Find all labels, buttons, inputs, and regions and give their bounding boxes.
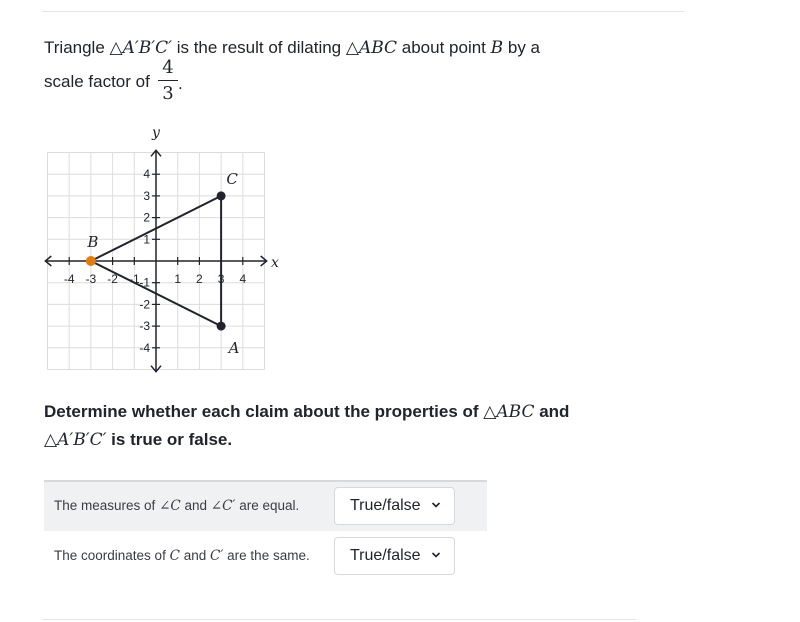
dropdown-label: True/false — [350, 547, 421, 564]
intro-suffix: by a — [507, 38, 541, 57]
y-tick-label: -4 — [139, 340, 150, 355]
point-label-a: A — [228, 339, 240, 358]
point-b — [86, 256, 96, 266]
bottom-divider — [42, 619, 636, 620]
claim-row-angles — [44, 482, 487, 531]
y-tick-label: 2 — [143, 210, 150, 225]
question-triangle-image: △A′B′C′ — [44, 430, 107, 450]
y-axis-label: y — [152, 125, 160, 141]
scale-numerator: 4 — [162, 57, 174, 78]
point-label-b: B — [87, 233, 99, 251]
triangle-original-label: △ABC — [345, 38, 398, 58]
question-text-1: Determine whether each claim about the properties of — [44, 402, 479, 421]
question-text-2: is true or false. — [111, 430, 233, 449]
claim-text: The measures of ∠C and ∠C′ are equal. — [54, 498, 300, 514]
question-triangle-original: △ABC — [483, 402, 535, 422]
coordinate-graph — [38, 124, 288, 376]
x-axis-label: x — [271, 255, 279, 271]
scale-denominator: 3 — [162, 83, 174, 104]
dropdown-label: True/false — [350, 497, 421, 514]
question-and: and — [539, 402, 570, 421]
scale-factor-fraction — [158, 58, 178, 104]
y-tick-label: -2 — [139, 297, 150, 312]
intro-prefix: Triangle — [44, 38, 105, 57]
y-tick-label: -1 — [139, 275, 150, 290]
claim-text: The coordinates of C and C′ are the same. — [54, 548, 310, 564]
y-tick-label: -3 — [139, 319, 150, 334]
point-c — [217, 191, 226, 200]
true-false-dropdown[interactable] — [334, 487, 455, 525]
claim-row-coordinates — [44, 532, 487, 581]
y-tick-label: 4 — [143, 167, 150, 182]
intro-middle: is the result of dilating — [176, 38, 342, 57]
angle-c-prime: ∠C′ — [210, 498, 236, 514]
fraction-bar — [158, 80, 178, 81]
scale-factor-text: scale factor of — [44, 72, 150, 91]
true-false-dropdown[interactable] — [334, 537, 455, 575]
chevron-down-icon — [431, 500, 441, 510]
top-divider — [42, 11, 684, 12]
y-tick-label: 1 — [143, 232, 150, 247]
point-c-prime: C′ — [210, 548, 224, 564]
x-tick-label: 2 — [196, 272, 203, 286]
point-label-c: C — [226, 169, 238, 188]
graph-shapes — [86, 170, 240, 357]
y-tick-label: 3 — [143, 188, 150, 203]
x-tick-label: 3 — [217, 272, 225, 286]
x-tick-label: 4 — [239, 272, 247, 286]
problem-statement — [44, 36, 540, 60]
dilation-center: B — [490, 38, 504, 58]
x-tick-label: -4 — [63, 272, 75, 286]
intro-about: about point — [401, 38, 486, 57]
question-prompt — [44, 398, 569, 454]
chevron-down-icon — [431, 550, 441, 560]
point-a — [217, 322, 226, 331]
x-tick-label: -3 — [85, 272, 97, 286]
period: . — [178, 74, 183, 93]
x-tick-label: -1 — [128, 272, 140, 286]
x-tick-label: -2 — [107, 272, 118, 286]
point-c: C — [169, 548, 180, 564]
x-tick-label: 1 — [174, 272, 182, 286]
triangle-image-label: △A′B′C′ — [109, 38, 172, 58]
angle-c: ∠C — [159, 498, 181, 514]
